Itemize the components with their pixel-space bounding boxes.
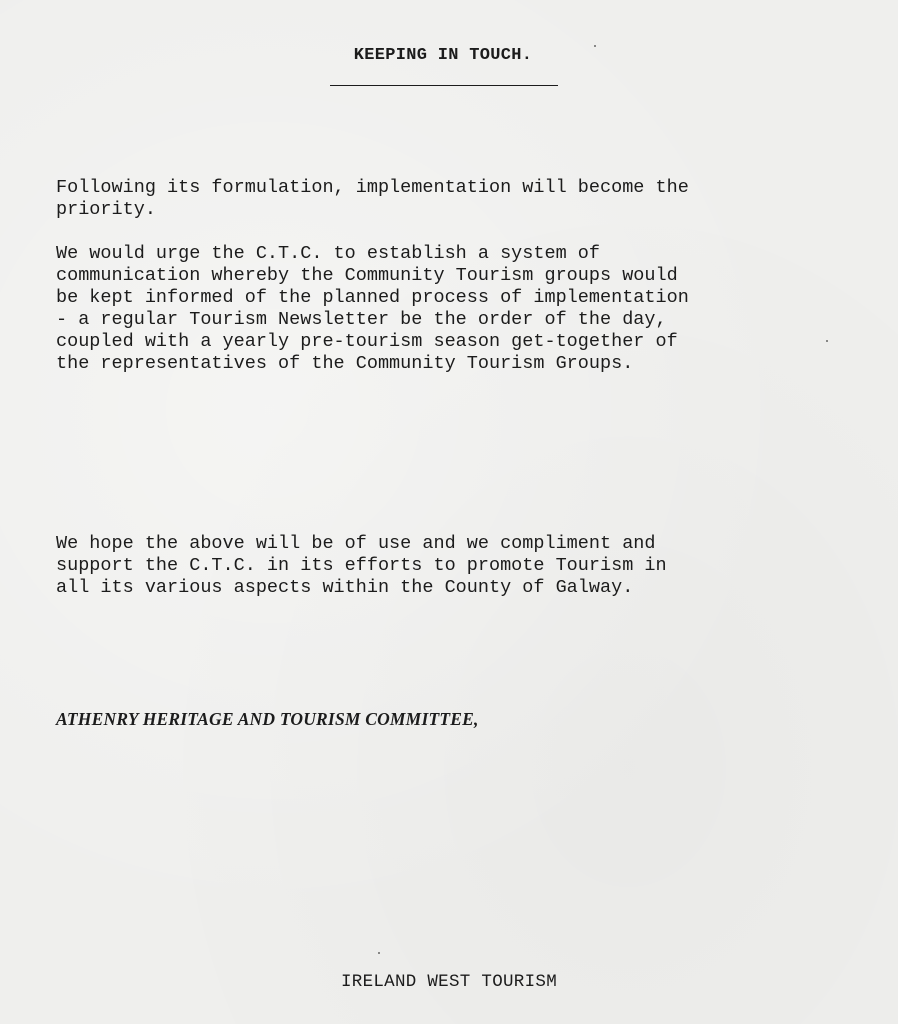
paragraph-closing-support: We hope the above will be of use and we compliment and support the C.T.C. in its efforts to promote Tourism in all its various aspects within the County of Galway. [56,533,667,598]
paper-speck [826,340,828,342]
paper-speck [378,952,380,954]
document-title: KEEPING IN TOUCH. [353,46,533,65]
title-underline [330,85,558,86]
paragraph-communication-system: We would urge the C.T.C. to establish a system of communication whereby the Community Tourism groups would be kept informed of the planned process of implementation - a regular Tourism Newsletter be the order of the day, coupled with a yearly pre-tourism season get-together of the representatives of the Community Tourism Groups. [56,243,689,374]
paper-speck [594,45,596,47]
footer-organization: IRELAND WEST TOURISM [340,972,558,992]
committee-signature: ATHENRY HERITAGE AND TOURISM COMMITTEE, [56,709,479,729]
paragraph-implementation-priority: Following its formulation, implementation will become the priority. [56,177,689,220]
